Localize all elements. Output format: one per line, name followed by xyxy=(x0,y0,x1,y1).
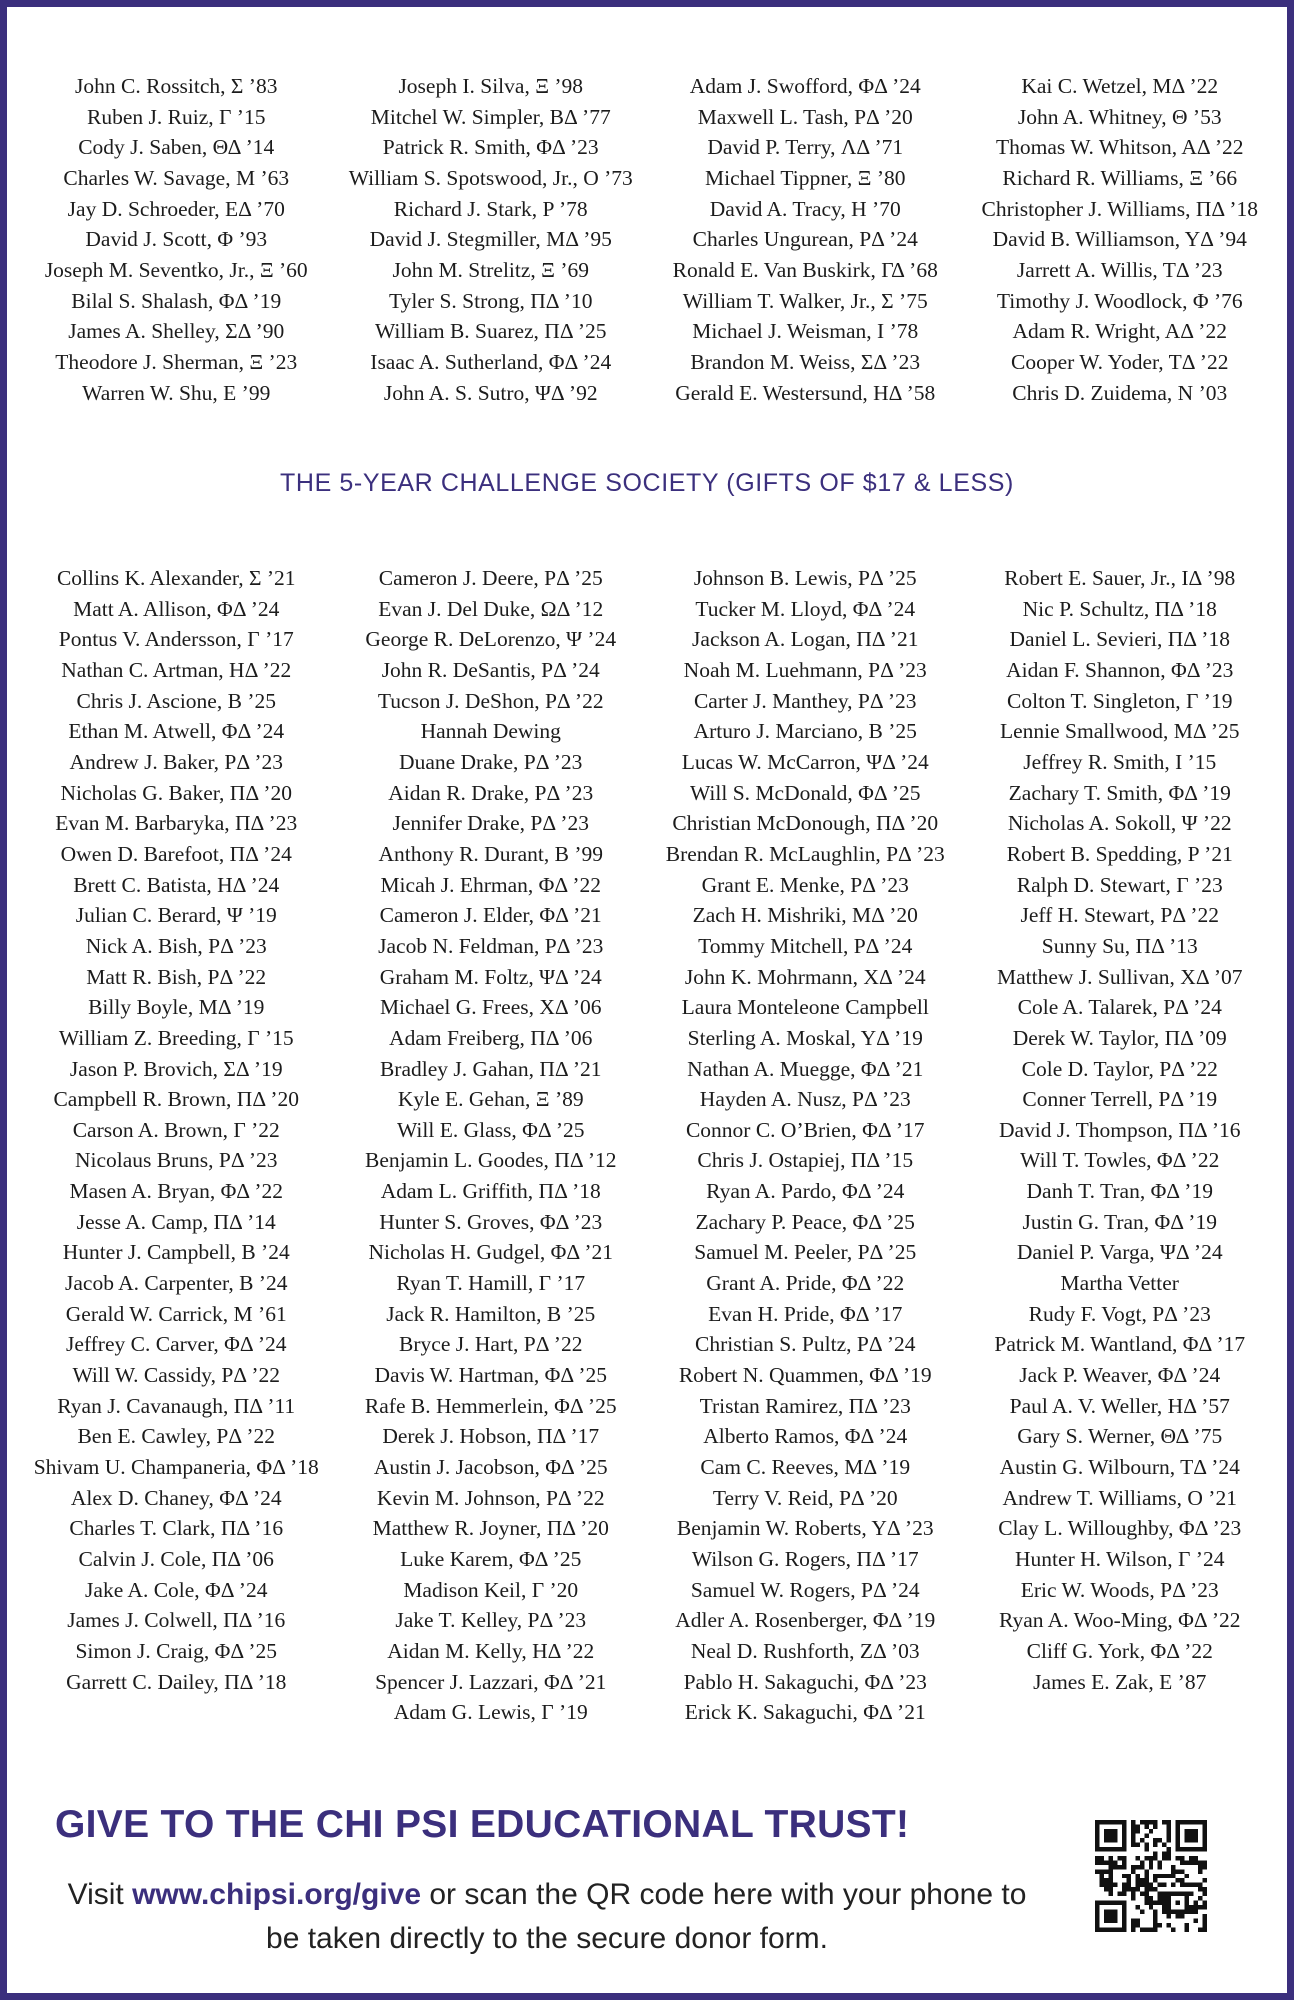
donor-name: Carson A. Brown, Γ ’22 xyxy=(72,1117,280,1142)
donor-name: Bryce J. Hart, PΔ ’22 xyxy=(399,1332,583,1357)
donor-name: Jeff H. Stewart, PΔ ’22 xyxy=(1020,903,1220,928)
donor-name: Ralph D. Stewart, Γ ’23 xyxy=(1016,872,1223,897)
donor-name: Samuel W. Rogers, PΔ ’24 xyxy=(690,1577,920,1602)
donor-name: Hannah Dewing xyxy=(420,719,561,744)
donor-name: James A. Shelley, ΣΔ ’90 xyxy=(68,319,285,344)
donor-column xyxy=(648,71,963,408)
donor-name: Charles Ungurean, PΔ ’24 xyxy=(692,227,918,252)
donor-name: Austin G. Wilbourn, TΔ ’24 xyxy=(999,1455,1240,1480)
donor-name: Adam J. Swofford, ΦΔ ’24 xyxy=(689,74,921,98)
cta-heading: GIVE TO THE CHI PSI EDUCATIONAL TRUST! xyxy=(55,1803,910,1846)
donor-name: Timothy J. Woodlock, Φ ’76 xyxy=(996,288,1243,313)
donor-name: Christopher J. Williams, ΠΔ ’18 xyxy=(981,196,1259,221)
donor-name: Alex D. Chaney, ΦΔ ’24 xyxy=(70,1485,282,1510)
donor-name: David J. Stegmiller, MΔ ’95 xyxy=(369,227,612,252)
donor-name: Will T. Towles, ΦΔ ’22 xyxy=(1020,1148,1220,1173)
donor-name: Colton T. Singleton, Γ ’19 xyxy=(1007,688,1233,713)
donor-name: Joseph M. Seventko, Jr., Ξ ’60 xyxy=(44,257,308,282)
donor-name: Danh T. Tran, ΦΔ ’19 xyxy=(1026,1179,1213,1204)
donor-name: Hunter J. Campbell, B ’24 xyxy=(62,1240,290,1265)
donor-name: Julian C. Berard, Ψ ’19 xyxy=(75,903,277,928)
donor-name: Clay L. Willoughby, ΦΔ ’23 xyxy=(998,1516,1242,1541)
donor-name: Masen A. Bryan, ΦΔ ’22 xyxy=(69,1179,283,1204)
donor-name: Thomas W. Whitson, AΔ ’22 xyxy=(995,135,1244,160)
donor-column xyxy=(963,563,1278,1728)
donor-name: George R. DeLorenzo, Ψ ’24 xyxy=(365,627,617,652)
donor-name: Brett C. Batista, HΔ ’24 xyxy=(73,872,280,897)
donor-name: William Z. Breeding, Γ ’15 xyxy=(58,1025,294,1050)
donor-name: John A. S. Sutro, ΨΔ ’92 xyxy=(383,380,598,405)
donor-name: Bilal S. Shalash, ΦΔ ’19 xyxy=(71,288,282,313)
donor-column xyxy=(19,563,334,1728)
donor-name: Eric W. Woods, PΔ ’23 xyxy=(1020,1577,1219,1602)
donor-name: Ethan M. Atwell, ΦΔ ’24 xyxy=(68,719,285,744)
donor-name: Gary S. Werner, ΘΔ ’75 xyxy=(1017,1424,1223,1449)
donor-name: Charles T. Clark, ΠΔ ’16 xyxy=(69,1516,284,1541)
donor-name: David P. Terry, ΛΔ ’71 xyxy=(707,135,904,160)
donor-name: Carter J. Manthey, PΔ ’23 xyxy=(693,688,917,713)
donor-name: Kyle E. Gehan, Ξ ’89 xyxy=(397,1087,584,1112)
donor-name: Andrew J. Baker, PΔ ’23 xyxy=(69,749,284,774)
donor-name: Tommy Mitchell, PΔ ’24 xyxy=(698,933,913,958)
donor-name: Charles W. Savage, M ’63 xyxy=(63,165,290,190)
donor-name: William T. Walker, Jr., Σ ’75 xyxy=(682,288,928,313)
donor-name: Connor C. O’Brien, ΦΔ ’17 xyxy=(685,1117,925,1142)
donor-name: Neal D. Rushforth, ZΔ ’03 xyxy=(690,1638,920,1663)
donor-name: Grant E. Menke, PΔ ’23 xyxy=(701,872,909,897)
donor-name: Luke Karem, ΦΔ ’25 xyxy=(400,1547,582,1571)
donor-name: Nick A. Bish, PΔ ’23 xyxy=(85,933,267,958)
donor-name: Cody J. Saben, ΘΔ ’14 xyxy=(78,135,275,160)
donor-name: Alberto Ramos, ΦΔ ’24 xyxy=(703,1424,908,1449)
donor-name: James J. Colwell, ΠΔ ’16 xyxy=(67,1608,286,1633)
donor-name: Duane Drake, PΔ ’23 xyxy=(399,749,583,774)
donor-name: Richard J. Stark, P ’78 xyxy=(393,196,588,221)
donor-name: Christian S. Pultz, PΔ ’24 xyxy=(695,1332,916,1357)
donor-name: Andrew T. Williams, O ’21 xyxy=(1002,1485,1237,1510)
donor-name: Cameron J. Deere, PΔ ’25 xyxy=(378,566,603,590)
donor-name: Isaac A. Sutherland, ΦΔ ’24 xyxy=(370,349,612,374)
donor-name: Kai C. Wetzel, MΔ ’22 xyxy=(1021,74,1219,98)
donor-column xyxy=(648,563,963,1728)
donor-name: Nic P. Schultz, ΠΔ ’18 xyxy=(1022,596,1217,621)
donor-name: Daniel L. Sevieri, ΠΔ ’18 xyxy=(1009,627,1230,652)
donor-name: Jesse A. Camp, ΠΔ ’14 xyxy=(76,1209,276,1234)
donor-name: Paul A. V. Weller, HΔ ’57 xyxy=(1009,1393,1230,1418)
donor-name: Bradley J. Gahan, ΠΔ ’21 xyxy=(379,1056,602,1081)
donor-name: Maxwell L. Tash, PΔ ’20 xyxy=(697,104,913,129)
donor-name: Adam R. Wright, AΔ ’22 xyxy=(1012,319,1227,344)
donor-name: Nicholas H. Gudgel, ΦΔ ’21 xyxy=(368,1240,613,1265)
donor-name: Daniel P. Varga, ΨΔ ’24 xyxy=(1016,1240,1223,1265)
donor-name: Pablo H. Sakaguchi, ΦΔ ’23 xyxy=(683,1669,927,1694)
donor-name: Sterling A. Moskal, YΔ ’19 xyxy=(687,1025,923,1050)
donor-name: Rudy F. Vogt, PΔ ’23 xyxy=(1028,1301,1211,1326)
donor-name: Campbell R. Brown, ΠΔ ’20 xyxy=(53,1087,300,1112)
donor-name: Evan H. Pride, ΦΔ ’17 xyxy=(708,1301,903,1326)
donor-name: David B. Williamson, YΔ ’94 xyxy=(992,227,1247,252)
donor-name: William S. Spotswood, Jr., O ’73 xyxy=(348,165,633,190)
donor-column xyxy=(334,563,649,1728)
donor-name: John A. Whitney, Θ ’53 xyxy=(1017,104,1222,129)
donor-name: Ryan A. Woo-Ming, ΦΔ ’22 xyxy=(998,1608,1241,1633)
donor-name: Ryan J. Cavanaugh, ΠΔ ’11 xyxy=(57,1393,296,1418)
donor-name: Patrick M. Wantland, ΦΔ ’17 xyxy=(994,1332,1246,1357)
donor-column xyxy=(963,71,1278,408)
donor-name: Grant A. Pride, ΦΔ ’22 xyxy=(706,1271,905,1296)
donor-name: Tristan Ramirez, ΠΔ ’23 xyxy=(699,1393,911,1418)
donor-name: Chris D. Zuidema, N ’03 xyxy=(1012,380,1228,405)
donor-list-challenge-society xyxy=(19,563,1277,1728)
cta-text-after: or scan the QR code here with your phone to be taken directly to the secure donor form. xyxy=(266,1878,1027,1955)
donor-name: Cameron J. Elder, ΦΔ ’21 xyxy=(379,903,602,928)
donor-name: Chris J. Ostapiej, ΠΔ ’15 xyxy=(697,1148,914,1173)
donor-name: Nicholas A. Sokoll, Ψ ’22 xyxy=(1007,811,1232,836)
donor-name: James E. Zak, E ’87 xyxy=(1033,1669,1207,1694)
donor-name: Nathan A. Muegge, ΦΔ ’21 xyxy=(687,1056,924,1081)
donor-name: Christian McDonough, ΠΔ ’20 xyxy=(672,811,939,836)
donor-name: Aidan R. Drake, PΔ ’23 xyxy=(388,780,594,805)
donor-name: Michael G. Frees, XΔ ’06 xyxy=(379,995,602,1020)
donor-name: Adler A. Rosenberger, ΦΔ ’19 xyxy=(675,1608,936,1633)
donor-name: Billy Boyle, MΔ ’19 xyxy=(88,995,265,1020)
donor-name: Zach H. Mishriki, MΔ ’20 xyxy=(692,903,918,928)
section-title: THE 5-YEAR CHALLENGE SOCIETY (GIFTS OF $17 & LESS) xyxy=(280,469,1014,497)
donor-name: Ben E. Cawley, PΔ ’22 xyxy=(77,1424,276,1449)
donor-name: William B. Suarez, ΠΔ ’25 xyxy=(374,319,607,344)
donor-name: Joseph I. Silva, Ξ ’98 xyxy=(398,74,584,98)
donor-name: Jack P. Weaver, ΦΔ ’24 xyxy=(1019,1363,1221,1388)
donor-name: Jay D. Schroeder, EΔ ’70 xyxy=(67,196,285,221)
donor-name: Patrick R. Smith, ΦΔ ’23 xyxy=(382,135,599,160)
donor-name: Spencer J. Lazzari, ΦΔ ’21 xyxy=(375,1669,607,1694)
donor-column xyxy=(334,71,649,408)
donor-name: Zachary T. Smith, ΦΔ ’19 xyxy=(1008,780,1231,805)
donor-name: Austin J. Jacobson, ΦΔ ’25 xyxy=(373,1455,608,1480)
donor-name: Shivam U. Champaneria, ΦΔ ’18 xyxy=(33,1455,319,1480)
donor-name: Madison Keil, Γ ’20 xyxy=(403,1577,579,1602)
donor-name: Aidan F. Shannon, ΦΔ ’23 xyxy=(1006,657,1234,682)
donor-name: Hunter S. Groves, ΦΔ ’23 xyxy=(379,1209,603,1234)
cta-text xyxy=(47,1873,1047,1961)
donor-name: Richard R. Williams, Ξ ’66 xyxy=(1002,165,1238,190)
donor-name: Cole A. Talarek, PΔ ’24 xyxy=(1017,995,1222,1020)
donor-name: Jake T. Kelley, PΔ ’23 xyxy=(395,1608,587,1633)
donor-name: Gerald W. Carrick, M ’61 xyxy=(65,1301,287,1326)
donor-name: Cooper W. Yoder, TΔ ’22 xyxy=(1011,349,1229,374)
donor-name: Theodore J. Sherman, Ξ ’23 xyxy=(55,349,298,374)
donor-name: Jeffrey C. Carver, ΦΔ ’24 xyxy=(65,1332,287,1357)
donor-name: Wilson G. Rogers, ΠΔ ’17 xyxy=(691,1547,919,1571)
donor-name: Will W. Cassidy, PΔ ’22 xyxy=(72,1363,280,1388)
donor-name: Jarrett A. Willis, TΔ ’23 xyxy=(1016,257,1223,282)
donor-name: Benjamin L. Goodes, ΠΔ ’12 xyxy=(365,1148,617,1173)
donor-name: Matthew J. Sullivan, XΔ ’07 xyxy=(996,964,1243,989)
donor-name: Pontus V. Andersson, Γ ’17 xyxy=(58,627,294,652)
donor-name: Nicholas G. Baker, ΠΔ ’20 xyxy=(60,780,292,805)
donor-name: Collins K. Alexander, Σ ’21 xyxy=(56,566,296,590)
donor-name: Michael J. Weisman, I ’78 xyxy=(692,319,919,344)
donor-name: Michael Tippner, Ξ ’80 xyxy=(705,165,906,190)
donor-name: Hayden A. Nusz, PΔ ’23 xyxy=(699,1087,911,1112)
donor-name: David J. Scott, Φ ’93 xyxy=(85,227,268,252)
donor-name: Erick K. Sakaguchi, ΦΔ ’21 xyxy=(684,1700,926,1725)
donor-name: Jacob N. Feldman, PΔ ’23 xyxy=(378,933,604,958)
donor-name: Ryan A. Pardo, ΦΔ ’24 xyxy=(706,1179,905,1204)
donor-name: Johnson B. Lewis, PΔ ’25 xyxy=(693,566,917,590)
donor-name: Nathan C. Artman, HΔ ’22 xyxy=(61,657,292,682)
donor-name: Will S. McDonald, ΦΔ ’25 xyxy=(689,780,921,805)
donor-name: Arturo J. Marciano, B ’25 xyxy=(693,719,917,744)
donor-name: Ruben J. Ruiz, Γ ’15 xyxy=(87,104,266,129)
donor-name: Noah M. Luehmann, PΔ ’23 xyxy=(683,657,927,682)
donor-name: Robert N. Quammen, ΦΔ ’19 xyxy=(678,1363,932,1388)
donor-name: Laura Monteleone Campbell xyxy=(681,995,929,1020)
donor-name: Robert B. Spedding, P ’21 xyxy=(1006,841,1233,866)
donor-name: Garrett C. Dailey, ΠΔ ’18 xyxy=(66,1669,287,1694)
donor-name: Davis W. Hartman, ΦΔ ’25 xyxy=(374,1363,608,1388)
donor-name: Justin G. Tran, ΦΔ ’19 xyxy=(1022,1209,1217,1234)
donor-name: Zachary P. Peace, ΦΔ ’25 xyxy=(695,1209,915,1234)
donor-name: Terry V. Reid, PΔ ’20 xyxy=(712,1485,898,1510)
donor-name: Brendan R. McLaughlin, PΔ ’23 xyxy=(665,841,945,866)
donor-name: Evan J. Del Duke, ΩΔ ’12 xyxy=(378,596,604,621)
donor-name: Chris J. Ascione, B ’25 xyxy=(76,688,276,713)
donor-name: Will E. Glass, ΦΔ ’25 xyxy=(396,1117,585,1142)
donor-name: Jacob A. Carpenter, B ’24 xyxy=(65,1271,288,1296)
donor-name: Matthew R. Joyner, ΠΔ ’20 xyxy=(372,1516,609,1541)
cta-text-before: Visit xyxy=(67,1878,133,1911)
donor-name: Gerald E. Westersund, HΔ ’58 xyxy=(675,380,936,405)
donor-name: Adam Freiberg, ΠΔ ’06 xyxy=(389,1025,593,1050)
donor-name: Aidan M. Kelly, HΔ ’22 xyxy=(387,1638,595,1663)
donor-name: Matt R. Bish, PΔ ’22 xyxy=(86,964,267,989)
donor-name: Sunny Su, ΠΔ ’13 xyxy=(1041,933,1198,958)
donor-name: Robert E. Sauer, Jr., IΔ ’98 xyxy=(1004,566,1236,590)
donor-name: Evan M. Barbaryka, ΠΔ ’23 xyxy=(55,811,298,836)
donor-name: Ryan T. Hamill, Γ ’17 xyxy=(396,1271,586,1296)
donor-column xyxy=(19,71,334,408)
donor-name: Jack R. Hamilton, B ’25 xyxy=(386,1301,596,1326)
donor-name: Jake A. Cole, ΦΔ ’24 xyxy=(85,1577,268,1602)
donor-name: Jason P. Brovich, ΣΔ ’19 xyxy=(69,1056,283,1081)
donor-name: Lennie Smallwood, MΔ ’25 xyxy=(999,719,1240,744)
donor-name: Adam L. Griffith, ΠΔ ’18 xyxy=(380,1179,601,1204)
donor-name: Lucas W. McCarron, ΨΔ ’24 xyxy=(681,749,929,774)
donor-name: Tyler S. Strong, ΠΔ ’10 xyxy=(389,288,593,313)
donor-name: David A. Tracy, H ’70 xyxy=(709,196,901,221)
donor-name: Rafe B. Hemmerlein, ΦΔ ’25 xyxy=(364,1393,617,1418)
donor-name: Calvin J. Cole, ΠΔ ’06 xyxy=(78,1547,274,1571)
donor-name: Simon J. Craig, ΦΔ ’25 xyxy=(75,1638,278,1663)
donor-name: John R. DeSantis, PΔ ’24 xyxy=(381,657,600,682)
donor-name: Warren W. Shu, E ’99 xyxy=(82,380,271,405)
give-link[interactable]: www.chipsi.org/give xyxy=(132,1878,422,1911)
donor-name: Nicolaus Bruns, PΔ ’23 xyxy=(74,1148,278,1173)
donor-name: Graham M. Foltz, ΨΔ ’24 xyxy=(379,964,602,989)
donor-name: Anthony R. Durant, B ’99 xyxy=(378,841,604,866)
donor-name: Tucker M. Lloyd, ΦΔ ’24 xyxy=(695,596,916,621)
donor-name: Brandon M. Weiss, ΣΔ ’23 xyxy=(690,349,921,374)
donor-name: John K. Mohrmann, XΔ ’24 xyxy=(684,964,926,989)
donor-name: Conner Terrell, PΔ ’19 xyxy=(1022,1087,1218,1112)
donor-name: Benjamin W. Roberts, YΔ ’23 xyxy=(676,1516,934,1541)
qr-code-icon[interactable] xyxy=(1095,1820,1207,1932)
donor-name: Martha Vetter xyxy=(1060,1271,1179,1296)
donor-name: Cliff G. York, ΦΔ ’22 xyxy=(1026,1638,1213,1663)
donor-name: Jennifer Drake, PΔ ’23 xyxy=(392,811,590,836)
donor-name: Owen D. Barefoot, ΠΔ ’24 xyxy=(60,841,292,866)
donor-name: Cole D. Taylor, PΔ ’22 xyxy=(1021,1056,1218,1081)
donor-name: Ronald E. Van Buskirk, ΓΔ ’68 xyxy=(672,257,938,282)
donor-name: Adam G. Lewis, Γ ’19 xyxy=(393,1700,588,1725)
donor-name: John M. Strelitz, Ξ ’69 xyxy=(392,257,590,282)
donor-name: Jeffrey R. Smith, I ’15 xyxy=(1023,749,1217,774)
donor-name: John C. Rossitch, Σ ’83 xyxy=(75,74,278,98)
donor-name: Hunter H. Wilson, Γ ’24 xyxy=(1015,1547,1225,1571)
donor-name: Samuel M. Peeler, PΔ ’25 xyxy=(694,1240,917,1265)
donor-list-top xyxy=(19,71,1277,408)
donor-name: Matt A. Allison, ΦΔ ’24 xyxy=(73,596,280,621)
donor-name: Cam C. Reeves, MΔ ’19 xyxy=(700,1455,911,1480)
donor-name: Tucson J. DeShon, PΔ ’22 xyxy=(377,688,604,713)
donor-name: Kevin M. Johnson, PΔ ’22 xyxy=(376,1485,605,1510)
donor-name: David J. Thompson, ΠΔ ’16 xyxy=(998,1117,1241,1142)
donor-name: Mitchel W. Simpler, BΔ ’77 xyxy=(370,104,611,129)
donor-name: Micah J. Ehrman, ΦΔ ’22 xyxy=(380,872,602,897)
donor-name: Jackson A. Logan, ΠΔ ’21 xyxy=(692,627,919,652)
donor-name: Derek J. Hobson, ΠΔ ’17 xyxy=(382,1424,600,1449)
donor-name: Derek W. Taylor, ΠΔ ’09 xyxy=(1012,1025,1227,1050)
